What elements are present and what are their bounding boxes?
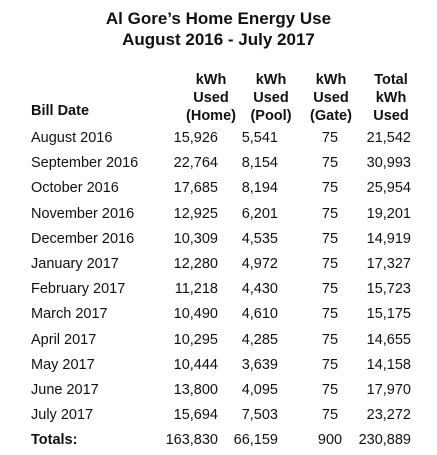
- table-row: [0, 304, 437, 324]
- kwh-home-cell: 12,280: [173, 256, 218, 272]
- header-gate: [303, 71, 359, 125]
- table-row: [0, 128, 437, 148]
- bill-date-cell: September 2016: [31, 155, 139, 172]
- kwh-total-cell: 14,158: [366, 356, 411, 373]
- kwh-home-cell: 10,295: [173, 331, 218, 348]
- table-row: [0, 405, 437, 425]
- header-home-line: (Home): [186, 108, 236, 124]
- bill-date-cell: December 2016: [31, 230, 135, 247]
- totals-row: [0, 430, 437, 450]
- kwh-gate-cell: 75: [321, 356, 339, 373]
- kwh-home-cell: 17,685: [173, 180, 218, 197]
- kwh-gate-cell: 75: [321, 382, 339, 398]
- totals-label: Totals:: [31, 432, 78, 448]
- header-pool-line: Used: [253, 90, 289, 106]
- kwh-gate-cell: 75: [321, 130, 339, 146]
- header-total-line: kWh: [375, 90, 407, 106]
- table-row: [0, 178, 437, 198]
- header-gate-line: Used: [313, 90, 349, 106]
- bill-date-cell: August 2016: [31, 130, 113, 146]
- table-row: [0, 229, 437, 249]
- kwh-gate-cell: 75: [321, 331, 339, 348]
- kwh-home-cell: 13,800: [173, 382, 218, 398]
- kwh-home-cell: 10,309: [173, 230, 218, 247]
- kwh-total-cell: 14,919: [366, 230, 411, 247]
- header-total-line: Total: [374, 72, 408, 88]
- totals-gate: 900: [317, 432, 343, 448]
- kwh-total-cell: 15,175: [366, 306, 411, 323]
- kwh-total-cell: 30,993: [366, 155, 411, 172]
- kwh-total-cell: 17,327: [366, 256, 411, 272]
- kwh-gate-cell: 75: [321, 256, 339, 272]
- kwh-pool-cell: 4,972: [241, 256, 278, 272]
- kwh-gate-cell: 75: [321, 155, 339, 172]
- kwh-total-cell: 15,723: [366, 281, 411, 298]
- kwh-total-cell: 14,655: [366, 331, 411, 348]
- kwh-pool-cell: 6,201: [241, 205, 278, 222]
- table-title: [0, 8, 437, 50]
- totals-pool: 66,159: [233, 432, 278, 448]
- table-row: [0, 254, 437, 274]
- header-home-line: Used: [193, 90, 229, 106]
- kwh-home-cell: 11,218: [174, 281, 218, 298]
- kwh-home-cell: 15,926: [173, 130, 218, 146]
- kwh-gate-cell: 75: [321, 407, 339, 424]
- kwh-gate-cell: 75: [321, 205, 339, 222]
- kwh-home-cell: 15,694: [173, 407, 218, 424]
- kwh-total-cell: 17,970: [366, 382, 411, 398]
- kwh-pool-cell: 4,610: [241, 306, 278, 323]
- kwh-pool-cell: 8,154: [241, 155, 278, 172]
- table-row: [0, 153, 437, 173]
- kwh-pool-cell: 4,285: [241, 331, 278, 348]
- table-row: [0, 279, 437, 299]
- bill-date-cell: May 2017: [31, 356, 95, 373]
- bill-date-cell: April 2017: [31, 331, 97, 348]
- kwh-pool-cell: 7,503: [241, 407, 278, 424]
- table-row: [0, 380, 437, 400]
- kwh-total-cell: 23,272: [366, 407, 411, 424]
- bill-date-cell: October 2016: [31, 180, 119, 197]
- kwh-gate-cell: 75: [321, 230, 339, 247]
- header-gate-line: kWh: [315, 72, 347, 88]
- header-home: [183, 71, 239, 125]
- header-bill-date: Bill Date: [31, 103, 90, 119]
- header-pool-line: kWh: [255, 72, 287, 88]
- bill-date-cell: January 2017: [31, 256, 119, 272]
- kwh-pool-cell: 4,095: [241, 382, 278, 398]
- bill-date-cell: February 2017: [31, 281, 126, 298]
- header-total-line: Used: [373, 108, 409, 124]
- title-line-2: August 2016 - July 2017: [122, 30, 315, 49]
- kwh-gate-cell: 75: [321, 180, 339, 197]
- kwh-pool-cell: 4,535: [241, 230, 278, 247]
- kwh-gate-cell: 75: [321, 281, 339, 298]
- kwh-total-cell: 25,954: [366, 180, 411, 197]
- header-home-line: kWh: [195, 72, 227, 88]
- bill-date-cell: June 2017: [31, 382, 99, 398]
- bill-date-cell: March 2017: [31, 306, 108, 323]
- header-total: [363, 71, 419, 125]
- kwh-pool-cell: 8,194: [241, 180, 278, 197]
- totals-total: 230,889: [358, 432, 411, 448]
- table-row: [0, 330, 437, 350]
- kwh-pool-cell: 3,639: [241, 356, 278, 373]
- title-line-1: Al Gore’s Home Energy Use: [105, 9, 332, 28]
- bill-date-cell: July 2017: [31, 407, 94, 424]
- table-row: [0, 204, 437, 224]
- kwh-total-cell: 19,201: [366, 205, 411, 222]
- header-pool-line: (Pool): [250, 108, 292, 124]
- table-row: [0, 355, 437, 375]
- totals-home: 163,830: [165, 432, 218, 448]
- kwh-gate-cell: 75: [321, 306, 339, 323]
- kwh-total-cell: 21,542: [366, 130, 411, 146]
- kwh-home-cell: 22,764: [173, 155, 218, 172]
- kwh-pool-cell: 4,430: [241, 281, 278, 298]
- kwh-home-cell: 12,925: [173, 205, 218, 222]
- header-gate-line: (Gate): [310, 108, 352, 124]
- header-pool: [243, 71, 299, 125]
- kwh-home-cell: 10,490: [173, 306, 218, 323]
- kwh-pool-cell: 5,541: [241, 130, 278, 146]
- bill-date-cell: November 2016: [31, 205, 135, 222]
- kwh-home-cell: 10,444: [173, 356, 218, 373]
